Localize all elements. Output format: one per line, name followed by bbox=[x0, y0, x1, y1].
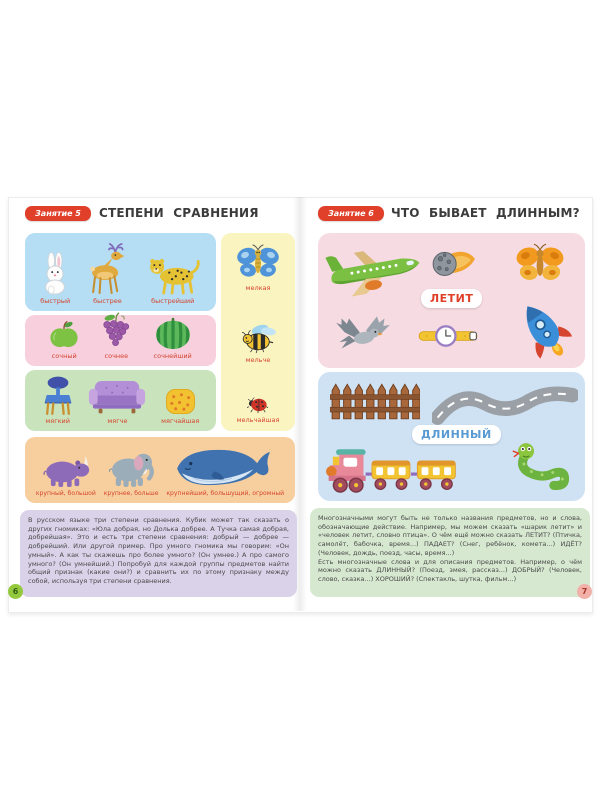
elephant-icon bbox=[107, 448, 155, 488]
comparison-cell bbox=[49, 318, 79, 360]
page-number-left: 6 bbox=[8, 584, 23, 599]
comparison-cell bbox=[87, 378, 147, 425]
item-label: крупнейший, большущий, огромный bbox=[166, 490, 285, 497]
watermelon-icon bbox=[154, 316, 192, 350]
comparison-cell bbox=[36, 454, 96, 497]
rabbit-icon bbox=[41, 251, 69, 295]
comparison-cell bbox=[154, 316, 192, 360]
comparison-cell bbox=[104, 448, 159, 497]
item-label: быстрейший bbox=[151, 297, 195, 305]
butterfly-blue-icon bbox=[235, 242, 281, 282]
pillow-icon bbox=[165, 388, 196, 415]
snake-icon bbox=[510, 438, 572, 490]
rhino-icon bbox=[41, 454, 91, 488]
item-label: мягчайшая bbox=[161, 417, 200, 425]
road-icon bbox=[432, 378, 578, 428]
butterfly-orange-icon bbox=[514, 241, 566, 286]
cheetah-icon bbox=[145, 252, 201, 295]
lesson-badge-left: Занятие 5 bbox=[25, 206, 91, 221]
comparison-cell bbox=[239, 322, 277, 364]
deer-icon bbox=[82, 241, 132, 295]
row-juicy bbox=[25, 315, 216, 366]
ladybug-icon bbox=[247, 394, 269, 414]
whale-icon bbox=[173, 445, 277, 488]
item-label: мельчайшая bbox=[236, 416, 280, 424]
note-left-text: В русском языке три степени сравнения. Кубик может так сказать о других гномиках: «Юла добрая, но Долька добрее. А Тучка самая добрая, добрейшая». Это и есть три степени сравнения: добрый — добрее — добрейший. Или другой пример. Про умного гномика мы говорим: «Он умный». А как ты скажешь про более умного? (Он умнее.) А про самого умного? (Он умнейший.) Попробуй для каждой группы предметов найти общий признак (какие они?) и сравнить их по этому признаку между собой, используя три степени сравнения. bbox=[28, 516, 289, 585]
item-label: крупный, большой bbox=[35, 490, 96, 497]
comet-icon bbox=[430, 247, 476, 283]
rocket-icon bbox=[505, 290, 583, 371]
bee-icon bbox=[239, 322, 277, 354]
flies-pill: ЛЕТИТ bbox=[421, 289, 482, 308]
item-label: мелкая bbox=[245, 284, 271, 292]
comparison-cell bbox=[145, 252, 201, 305]
row-soft bbox=[25, 370, 216, 431]
grapes-icon bbox=[100, 312, 132, 350]
item-label: мягкий bbox=[45, 417, 71, 425]
comparison-cell bbox=[237, 394, 280, 424]
item-label: быстрее bbox=[93, 297, 122, 305]
note-right bbox=[310, 508, 590, 597]
item-label: мельче bbox=[245, 356, 271, 364]
comparison-cell bbox=[82, 241, 132, 305]
page-title-left: СТЕПЕНИ СРАВНЕНИЯ bbox=[99, 206, 259, 220]
item-label: сочнейший bbox=[153, 352, 192, 360]
item-label: мягче bbox=[107, 417, 128, 425]
long-panel bbox=[318, 372, 585, 501]
sofa-icon bbox=[87, 378, 147, 415]
item-label: быстрый bbox=[40, 297, 71, 305]
flies-panel bbox=[318, 233, 585, 368]
chair-icon bbox=[42, 375, 74, 415]
watch-icon bbox=[418, 323, 478, 349]
note-right-text-2: Есть многозначные слова и для описания предметов. Например, о чём можно сказать ДЛИННЫЙ? (Поезд, змея, рассказ...) ДОБРЫЙ? (Человек, слово, сказка...) ХОРОШИЙ? (Спектакль, шутка, фильм...) bbox=[318, 557, 582, 583]
comparison-cell bbox=[161, 388, 199, 425]
comparison-cell bbox=[42, 375, 74, 425]
comparison-cell bbox=[235, 242, 281, 292]
side-panel-small bbox=[221, 233, 295, 431]
comparison-cell bbox=[166, 445, 284, 497]
train-icon bbox=[326, 444, 458, 501]
lesson-badge-right: Занятие 6 bbox=[318, 206, 384, 221]
item-label: крупнее, больше bbox=[103, 490, 159, 497]
row-big bbox=[25, 437, 295, 503]
bird-icon bbox=[334, 313, 392, 354]
fence-icon bbox=[330, 382, 420, 420]
comparison-cell bbox=[100, 312, 132, 360]
comparison-cell bbox=[40, 251, 70, 305]
item-label: сочнее bbox=[104, 352, 129, 360]
item-label: сочный bbox=[51, 352, 77, 360]
apple-icon bbox=[49, 318, 79, 350]
note-left bbox=[20, 510, 297, 597]
long-pill: ДЛИННЫЙ bbox=[412, 425, 501, 444]
airplane-icon bbox=[320, 233, 427, 307]
page-number-right: 7 bbox=[577, 584, 592, 599]
page-title-right: ЧТО БЫВАЕТ ДЛИННЫМ? bbox=[391, 206, 580, 220]
note-right-text-1: Многозначными могут быть не только названия предметов, но и слова, обозначающие действие. Например, мы можем сказать «шарик летит» и «человек летит, словно птица». О чём ещё можно сказать ЛЕТИТ? (Птичка, самолёт, бабочка, время...) ПАДАЕТ? (Снег, ребёнок, комета...) ИДЁТ? (Человек, дождь, поезд, часы, время...) bbox=[318, 514, 582, 557]
row-fast bbox=[25, 233, 216, 311]
